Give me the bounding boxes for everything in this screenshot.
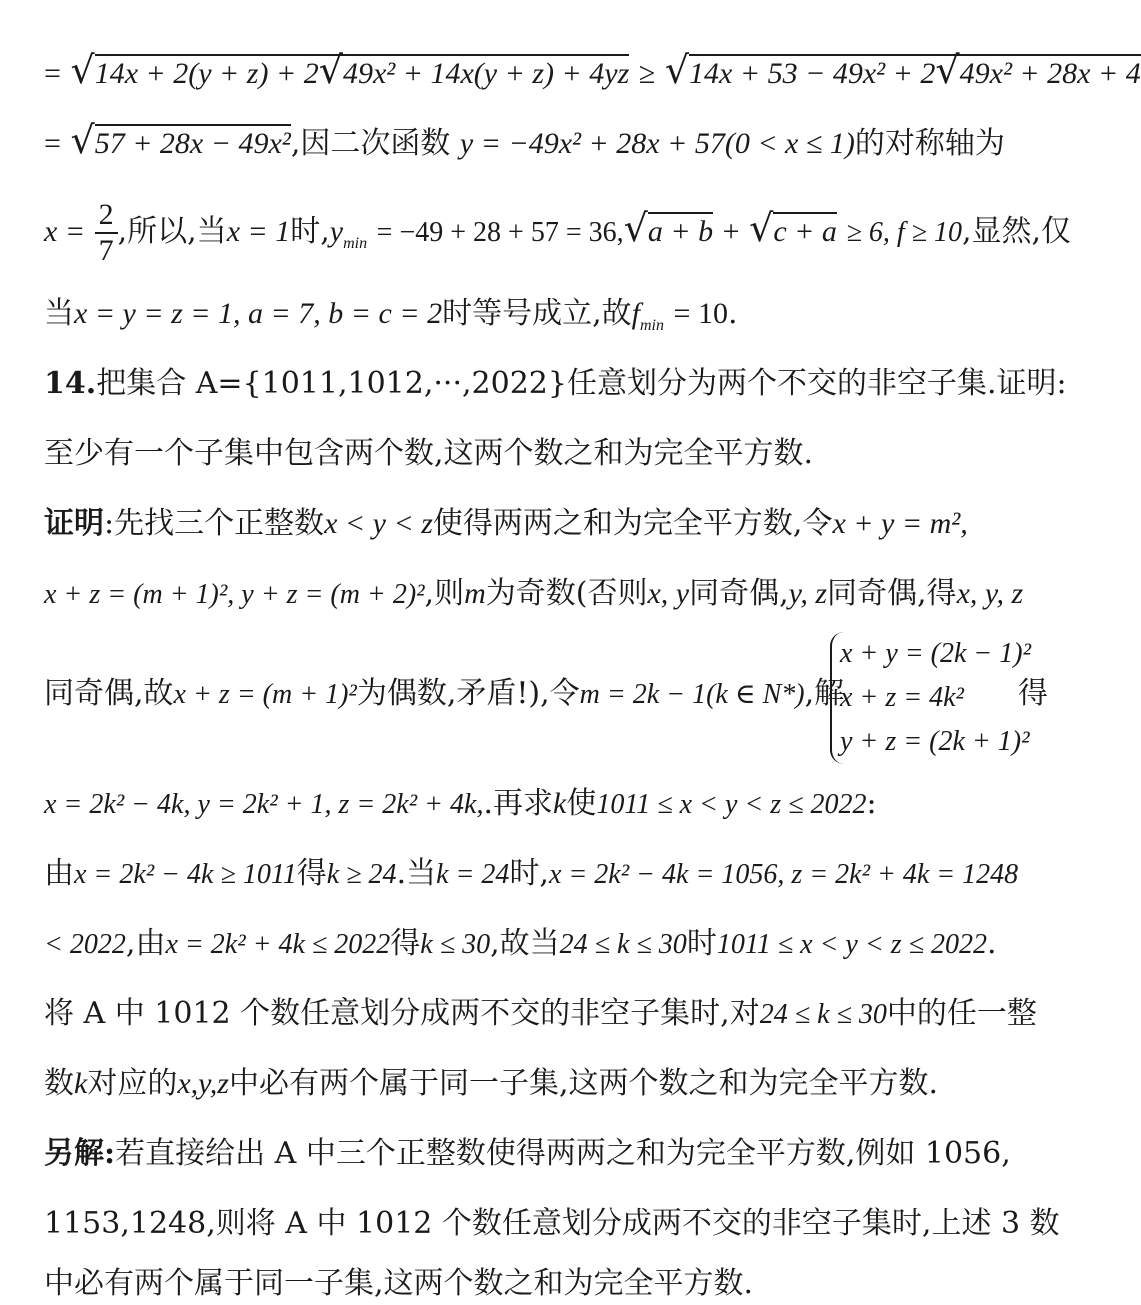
text-span: 使得两两之和为完全平方数,令 <box>432 506 833 541</box>
x-equals-1: x = 1 <box>226 215 291 248</box>
equals-sign: = <box>44 57 61 90</box>
math-span: < 2022 <box>44 929 126 960</box>
inequality: ≥ 6, f ≥ 10 <box>846 217 962 248</box>
ge-sign: ≥ <box>638 57 656 90</box>
math-span: x = 2k² − 4k ≥ 1011 <box>74 859 297 890</box>
proof-line-3 <box>44 676 844 713</box>
text-span: 时, <box>290 214 330 249</box>
sqrt-symbol: √ <box>935 48 960 92</box>
math-span: x, y <box>647 577 690 610</box>
text-span: 同奇偶,故 <box>44 676 174 711</box>
quadratic-function: y = −49x² + 28x + 57(0 < x ≤ 1) <box>459 127 855 160</box>
proof-line-4 <box>44 786 1056 823</box>
text-span: ,所以,当 <box>117 214 227 249</box>
sqrt-symbol: √ <box>749 206 774 250</box>
text-span: 1153,1248,则将 A 中 1012 个数任意划分成两不交的非空子集时,上述 3 数 <box>44 1206 1060 1241</box>
plus-sign: + <box>722 215 740 248</box>
system-equation-1: x + y = (2k − 1)² <box>840 638 1032 669</box>
equation-line-3 <box>44 192 1072 280</box>
sqrt-symbol: √ <box>664 48 690 92</box>
math-span: x, y, z <box>956 577 1024 610</box>
text-span: 中必有两个属于同一子集,这两个数之和为完全平方数. <box>228 1066 939 1101</box>
text-span: 对应的 <box>87 1066 178 1101</box>
text-span: 的对称轴为 <box>854 126 1005 161</box>
text-span: ,因二次函数 <box>290 126 451 161</box>
proof-line-5 <box>44 856 1056 893</box>
proof-line-3-end <box>1018 676 1048 712</box>
text-span: 由 <box>44 856 74 891</box>
sqrt-symbol: √ <box>70 48 95 92</box>
text-span: .当 <box>396 856 437 891</box>
sqrt-symbol: √ <box>623 206 648 250</box>
equality-condition: x = y = z = 1, a = 7, b = c = 2 <box>74 297 443 330</box>
radicand: 57 + 28x − 49x² <box>95 124 291 160</box>
text-span: 得 <box>1018 676 1048 711</box>
question-text: 把集合 A={1011,1012,···,2022}任意划分为两个不交的非空子集.证明: <box>96 366 1067 401</box>
text-span: 中必有两个属于同一子集,这两个数之和为完全平方数. <box>44 1266 754 1301</box>
fraction-2-7: $\frac{2}{7}$ <box>95 198 118 268</box>
text-span: 将 A 中 1012 个数任意划分成两不交的非空子集时,对 <box>44 996 760 1031</box>
math-span: x + z = (m + 1)² <box>173 679 357 710</box>
text-span: :先找三个正整数 <box>104 506 325 541</box>
alt-solution-line-2 <box>44 1206 1060 1242</box>
math-span: x = 2k² + 4k ≤ 2022 <box>165 929 391 960</box>
alt-solution-label: 另解: <box>44 1136 116 1171</box>
equation-system <box>830 632 1032 764</box>
math-span: 24 ≤ k ≤ 30 <box>559 929 687 960</box>
text-span: 得 <box>296 856 327 891</box>
inner-radicand: 49x² + 28x + 4 <box>960 54 1141 90</box>
equals-sign: = <box>44 127 61 160</box>
proof-line-6 <box>44 926 1056 963</box>
proof-line-7 <box>44 996 1056 1033</box>
inner-radicand: 49x² + 14x(y + z) + 4yz <box>343 54 629 90</box>
proof-line-8 <box>44 1066 1056 1102</box>
text-span: ,由 <box>125 926 166 961</box>
math-span: k <box>553 787 567 820</box>
equation-line-4 <box>44 296 1056 344</box>
math-span: k ≥ 24 <box>326 859 397 890</box>
radicand: c + a <box>773 212 837 248</box>
math-span: x = 2k² − 4k, y = 2k² + 1, z = 2k² + 4k, <box>44 789 484 820</box>
proof-label: 证明 <box>44 506 104 541</box>
math-span: x,y,z <box>177 1067 229 1100</box>
math-span: k ≤ 30 <box>420 929 491 960</box>
sqrt-symbol: √ <box>70 118 95 162</box>
text-span: 得 <box>390 926 421 961</box>
proof-line-2 <box>44 576 1056 613</box>
text-span: 同奇偶,得 <box>827 576 957 611</box>
sqrt-symbol: √ <box>318 48 343 92</box>
question-text: 至少有一个子集中包含两个数,这两个数之和为完全平方数. <box>44 436 814 471</box>
alt-solution-line-3 <box>44 1266 1056 1302</box>
math-span: x + z = (m + 1)², y + z = (m + 2)² <box>44 579 425 610</box>
axis-x-equals: x = <box>44 215 86 248</box>
question-14-line-2 <box>44 436 1056 472</box>
period: . <box>987 926 997 961</box>
math-span: m = 2k − 1(k ∈ N*) <box>579 679 805 710</box>
text-span: 时, <box>509 856 549 891</box>
f-min-value: = 10 <box>673 297 728 330</box>
question-14-line-1 <box>44 366 1067 402</box>
alt-solution-line-1 <box>44 1136 1056 1172</box>
text-span: 同奇偶, <box>689 576 789 611</box>
equation-line-2 <box>44 118 1056 162</box>
text-span: ,故当 <box>490 926 560 961</box>
math-span: y, z <box>788 577 828 610</box>
equation-line-1 <box>44 48 1141 92</box>
math-span: x < y < z <box>324 507 433 540</box>
text-span: 时等号成立,故 <box>442 296 632 331</box>
text-span: .再求 <box>483 786 553 821</box>
text-span: 使 <box>566 786 597 821</box>
math-span: 24 ≤ k ≤ 30 <box>759 999 887 1030</box>
math-span: x = 2k² − 4k = 1056, z = 2k² + 4k = 1248 <box>548 859 1019 890</box>
period: . <box>727 296 738 331</box>
math-span: 1011 ≤ x < y < z ≤ 2022 <box>596 789 867 820</box>
system-equation-2: x + z = 4k² <box>840 682 964 713</box>
text-span: ,解 <box>804 676 845 711</box>
f-min: $f_{min}$ <box>631 297 664 334</box>
question-number: 14. <box>44 366 97 401</box>
system-equation-3: y + z = (2k + 1)² <box>840 726 1030 757</box>
math-span: 1011 ≤ x < y < z ≤ 2022 <box>716 929 988 960</box>
math-span: k = 24 <box>436 859 510 890</box>
math-span: x + y = m², <box>832 507 968 540</box>
math-span: k <box>74 1067 88 1100</box>
min-calculation: = −49 + 28 + 57 = 36, <box>376 217 624 248</box>
math-span: m <box>464 577 486 610</box>
text-span: ,显然,仅 <box>961 214 1072 249</box>
radicand: a + b <box>648 212 713 248</box>
radicand: 14x + 53 − 49x² + 2√49x² + 28x + 4 <box>689 48 1141 92</box>
text-span: ,则 <box>424 576 465 611</box>
text-span: 中的任一整 <box>886 996 1037 1031</box>
text-span: 时 <box>686 926 717 961</box>
text-span: 为奇数(否则 <box>485 576 648 611</box>
text-span: 数 <box>44 1066 74 1101</box>
radicand: 14x + 2(y + z) + 2√49x² + 14x(y + z) + 4yz <box>94 48 630 92</box>
y-min: $y_{min}$ <box>329 215 368 252</box>
text-span: 若直接给出 A 中三个正整数使得两两之和为完全平方数,例如 1056, <box>115 1136 1011 1171</box>
text-span: 当 <box>44 296 74 331</box>
text-span: 为偶数,矛盾!),令 <box>356 676 580 711</box>
proof-line-1 <box>44 506 1056 542</box>
text-span: : <box>866 786 877 821</box>
